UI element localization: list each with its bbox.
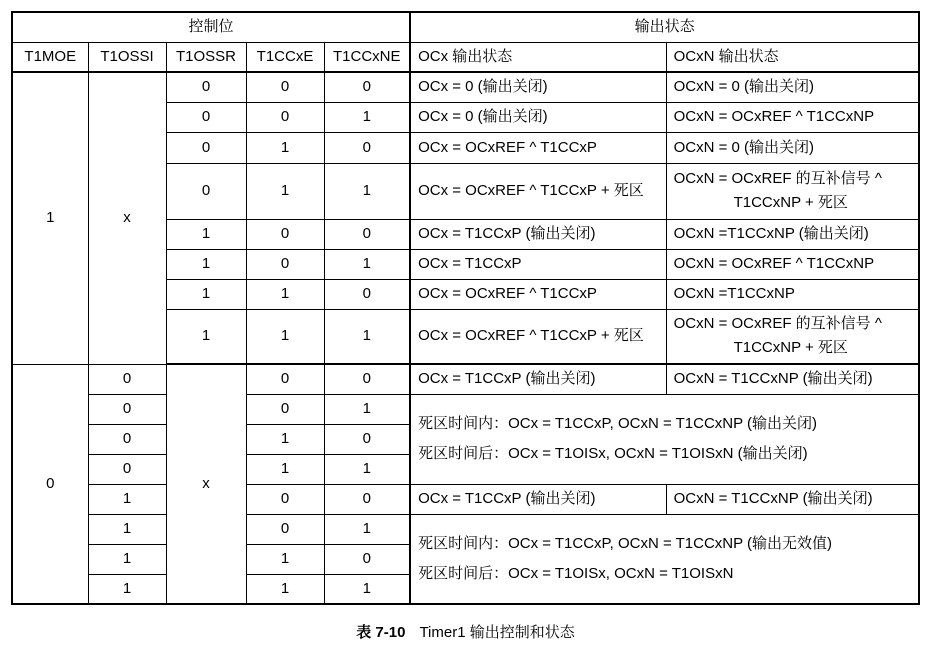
header-row-columns [12,42,919,72]
output-control-table-wrapper [11,11,918,605]
col-header-t1ccxe: T1CCxE [246,42,324,72]
ossr-cell: 0 [166,72,246,102]
ccxne-cell: 0 [324,484,410,514]
ossi-cell: 1 [88,574,166,604]
dead-time-after-text: 死区时间后：OCx = T1OISx, OCxN = T1OISxN [418,564,734,582]
ocxn-state-cell: OCxN =T1CCxNP (输出关闭) [666,219,919,249]
ccxe-cell: 1 [246,454,324,484]
col-header-ocxn: OCxN 输出状态 [666,42,919,72]
moe-value-cell: 0 [12,364,88,604]
moe-value-cell: 1 [12,72,88,364]
col-header-ocx: OCx 输出状态 [410,42,666,72]
ocxn-state-line-1: OCxN = OCxREF 的互补信号 ^ [673,170,882,187]
ocx-state-cell: OCx = OCxREF ^ T1CCxP [410,132,666,163]
ccxne-cell: 0 [324,279,410,309]
dead-time-during-text: 死区时间内：OCx = T1CCxP, OCxN = T1CCxNP (输出无效值) [418,534,833,552]
table-caption-title: Timer1 输出控制和状态 [419,624,575,641]
table-row [12,72,919,102]
ossi-cell: 0 [88,454,166,484]
ccxe-cell: 0 [246,249,324,279]
ocxn-state-cell: OCxN = 0 (输出关闭) [666,132,919,163]
col-header-t1ossi: T1OSSI [88,42,166,72]
ocx-state-cell: OCx = 0 (输出关闭) [410,102,666,132]
ossi-cell: 1 [88,484,166,514]
ocxn-state-line-2: T1CCxNP + 死区 [733,194,848,211]
ccxe-cell: 1 [246,309,324,364]
ocx-state-cell: OCx = OCxREF ^ T1CCxP + 死区 [410,309,666,364]
ccxne-cell: 0 [324,219,410,249]
ccxe-cell: 1 [246,132,324,163]
ccxne-cell: 0 [324,364,410,394]
dead-time-state-block-2 [410,514,919,604]
ccxe-cell: 0 [246,364,324,394]
ccxne-cell: 1 [324,454,410,484]
ccxe-cell: 0 [246,102,324,132]
ocx-state-cell: OCx = T1CCxP (输出关闭) [410,219,666,249]
output-control-table [11,11,920,605]
ossr-cell: 1 [166,309,246,364]
output-state-header: 输出状态 [410,12,919,42]
ocxn-state-cell: OCxN = OCxREF ^ T1CCxNP [666,249,919,279]
ossr-cell: 0 [166,163,246,219]
dead-time-state-block-1 [410,394,919,484]
ossr-value-cell: x [166,364,246,604]
ossi-cell: 1 [88,544,166,574]
ccxne-cell: 1 [324,394,410,424]
ccxne-cell: 1 [324,249,410,279]
ocxn-state-line-2: T1CCxNP + 死区 [733,339,848,357]
control-bits-header: 控制位 [12,12,410,42]
table-row [12,394,919,424]
dead-time-during-text: 死区时间内：OCx = T1CCxP, OCxN = T1CCxNP (输出关闭) [418,415,818,432]
ocxn-state-cell: OCxN = T1CCxNP (输出关闭) [666,484,919,514]
ocxn-state-cell [666,163,919,219]
table-caption-number: 表 7-10 [356,624,406,641]
ocx-state-cell: OCx = OCxREF ^ T1CCxP [410,279,666,309]
table-caption [0,621,931,645]
ccxe-cell: 1 [246,544,324,574]
table-row [12,484,919,514]
ocxn-state-line-1: OCxN = OCxREF 的互补信号 ^ [673,315,882,333]
col-header-t1ossr: T1OSSR [166,42,246,72]
ossr-cell: 1 [166,219,246,249]
dead-time-after-text: 死区时间后：OCx = T1OISx, OCxN = T1OISxN (输出关闭) [418,445,808,462]
header-row-group [12,12,919,42]
ossr-cell: 1 [166,249,246,279]
ccxne-cell: 1 [324,102,410,132]
col-header-t1ccxne: T1CCxNE [324,42,410,72]
ocxn-state-cell [666,309,919,364]
ossi-cell: 1 [88,514,166,544]
ocxn-state-cell: OCxN = 0 (输出关闭) [666,72,919,102]
ocx-state-cell: OCx = OCxREF ^ T1CCxP + 死区 [410,163,666,219]
ossr-cell: 1 [166,279,246,309]
ocx-state-cell: OCx = T1CCxP (输出关闭) [410,364,666,394]
ocxn-state-cell: OCxN = T1CCxNP (输出关闭) [666,364,919,394]
ccxe-cell: 0 [246,72,324,102]
ccxe-cell: 1 [246,279,324,309]
col-header-t1moe: T1MOE [12,42,88,72]
ccxne-cell: 1 [324,163,410,219]
ccxne-cell: 1 [324,514,410,544]
ccxne-cell: 0 [324,72,410,102]
ossi-cell: 0 [88,364,166,394]
ccxe-cell: 0 [246,514,324,544]
ossi-cell: 0 [88,394,166,424]
ccxne-cell: 1 [324,309,410,364]
table-row [12,364,919,394]
ccxne-cell: 0 [324,132,410,163]
ossr-cell: 0 [166,132,246,163]
ossr-cell: 0 [166,102,246,132]
ccxe-cell: 0 [246,219,324,249]
ccxe-cell: 1 [246,163,324,219]
ccxe-cell: 1 [246,574,324,604]
ocx-state-cell: OCx = T1CCxP [410,249,666,279]
ccxne-cell: 0 [324,544,410,574]
ocxn-state-cell: OCxN =T1CCxNP [666,279,919,309]
ocx-state-cell: OCx = T1CCxP (输出关闭) [410,484,666,514]
ccxe-cell: 0 [246,484,324,514]
table-row [12,514,919,544]
ossi-cell: 0 [88,424,166,454]
ossi-value-cell: x [88,72,166,364]
ccxne-cell: 0 [324,424,410,454]
ocxn-state-cell: OCxN = OCxREF ^ T1CCxNP [666,102,919,132]
ocx-state-cell: OCx = 0 (输出关闭) [410,72,666,102]
ccxe-cell: 0 [246,394,324,424]
ccxne-cell: 1 [324,574,410,604]
ccxe-cell: 1 [246,424,324,454]
